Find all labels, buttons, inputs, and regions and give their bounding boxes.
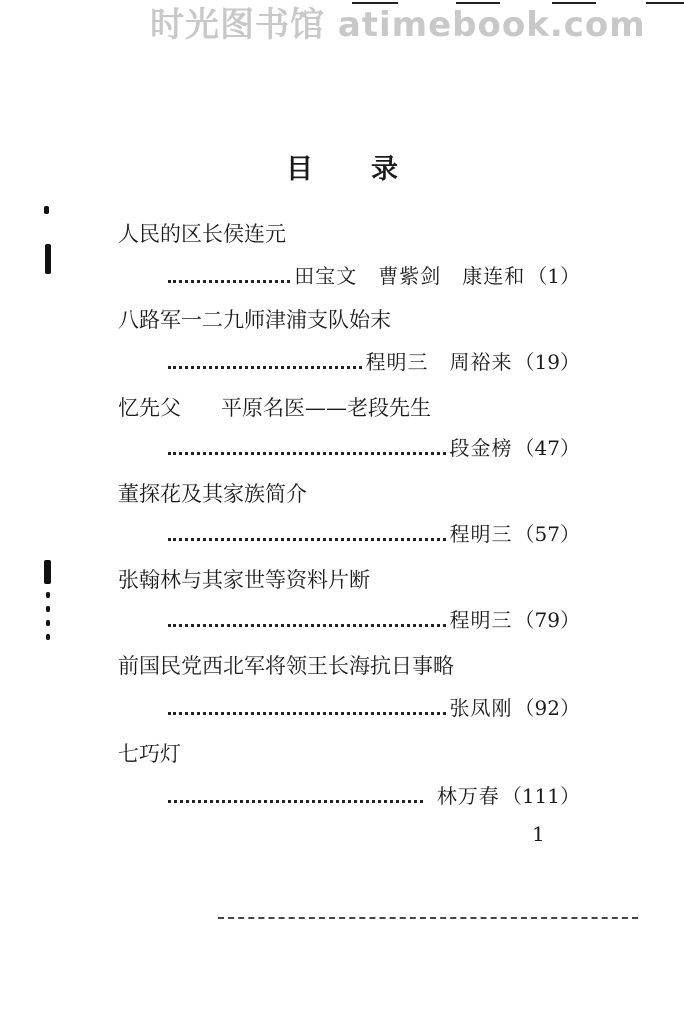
- entry-title-text: 人民的区长侯连元: [118, 222, 286, 246]
- dot-leader: [168, 623, 446, 627]
- scan-speck: [46, 620, 50, 626]
- entry-authors: 程明三: [449, 522, 513, 546]
- toc-entry-line[interactable]: [168, 610, 580, 631]
- scan-speck: [44, 560, 51, 584]
- scan-speck: [45, 244, 51, 274]
- toc-entry-line[interactable]: [168, 352, 580, 373]
- entry-subtitle-text: 平原名医——老段先生: [221, 396, 431, 420]
- entry-page-ref: （92）: [514, 696, 580, 720]
- toc-entry-line[interactable]: [168, 266, 580, 287]
- dot-leader: [168, 365, 362, 369]
- toc-entry-line[interactable]: [168, 786, 580, 807]
- dot-leader: [168, 279, 290, 283]
- entry-page-number: 19: [534, 350, 560, 374]
- entry-authors: 程明三: [449, 608, 513, 632]
- entry-title-text: 前国民党西北军将领王长海抗日事略: [118, 654, 454, 678]
- dot-leader: [168, 711, 446, 715]
- entry-page-ref: （111）: [501, 784, 580, 808]
- entry-title-text: 七巧灯: [118, 742, 181, 766]
- entry-authors: 张凤刚: [449, 696, 513, 720]
- entry-authors: 程明三 周裕来: [365, 350, 513, 374]
- scan-speck: [46, 634, 50, 640]
- entry-page-ref: （1）: [527, 264, 580, 288]
- entry-title-text: 张翰林与其家世等资料片断: [118, 568, 370, 592]
- toc-entry-title[interactable]: [118, 744, 181, 765]
- toc-entry-title[interactable]: [118, 398, 431, 419]
- toc-entry-title[interactable]: [118, 484, 307, 505]
- entry-page-number: 47: [534, 436, 560, 460]
- toc-entry-title[interactable]: [118, 224, 286, 245]
- toc-entry-title[interactable]: [118, 570, 370, 591]
- scan-speck: [46, 592, 50, 598]
- entry-page-ref: （47）: [514, 436, 580, 460]
- toc-entry-title[interactable]: [118, 656, 454, 677]
- entry-page-number: 111: [521, 784, 560, 808]
- entry-page-ref: （79）: [514, 608, 580, 632]
- entry-page-number: 57: [534, 522, 560, 546]
- toc-entry-title[interactable]: [118, 310, 391, 331]
- footer-rule: [218, 917, 638, 919]
- entry-authors: 林万春: [436, 784, 500, 808]
- entry-authors: 田宝文 曹紫剑 康连和: [294, 264, 526, 288]
- toc-entry-line[interactable]: [168, 438, 580, 459]
- entry-title-text: 忆先父: [118, 396, 181, 420]
- page-title: 目录: [286, 154, 456, 185]
- dot-leader: [168, 799, 423, 803]
- scan-speck: [46, 606, 50, 612]
- entry-title-text: 八路军一二九师津浦支队始末: [118, 308, 391, 332]
- watermark: 时光图书馆 atimebook.com: [150, 5, 646, 45]
- toc-entry-line[interactable]: [168, 698, 580, 719]
- entry-page-ref: （19）: [514, 350, 580, 374]
- entry-title-text: 董探花及其家族简介: [118, 482, 307, 506]
- entry-page-number: 92: [534, 696, 560, 720]
- entry-page-number: 1: [547, 264, 560, 288]
- entry-page-ref: （57）: [514, 522, 580, 546]
- scan-speck: [44, 206, 49, 214]
- toc-entry-line[interactable]: [168, 524, 580, 545]
- entry-page-number: 79: [534, 608, 560, 632]
- page-number: 1: [532, 822, 545, 846]
- entry-authors: 段金榜: [449, 436, 513, 460]
- dot-leader: [168, 537, 446, 541]
- dot-leader: [168, 451, 446, 455]
